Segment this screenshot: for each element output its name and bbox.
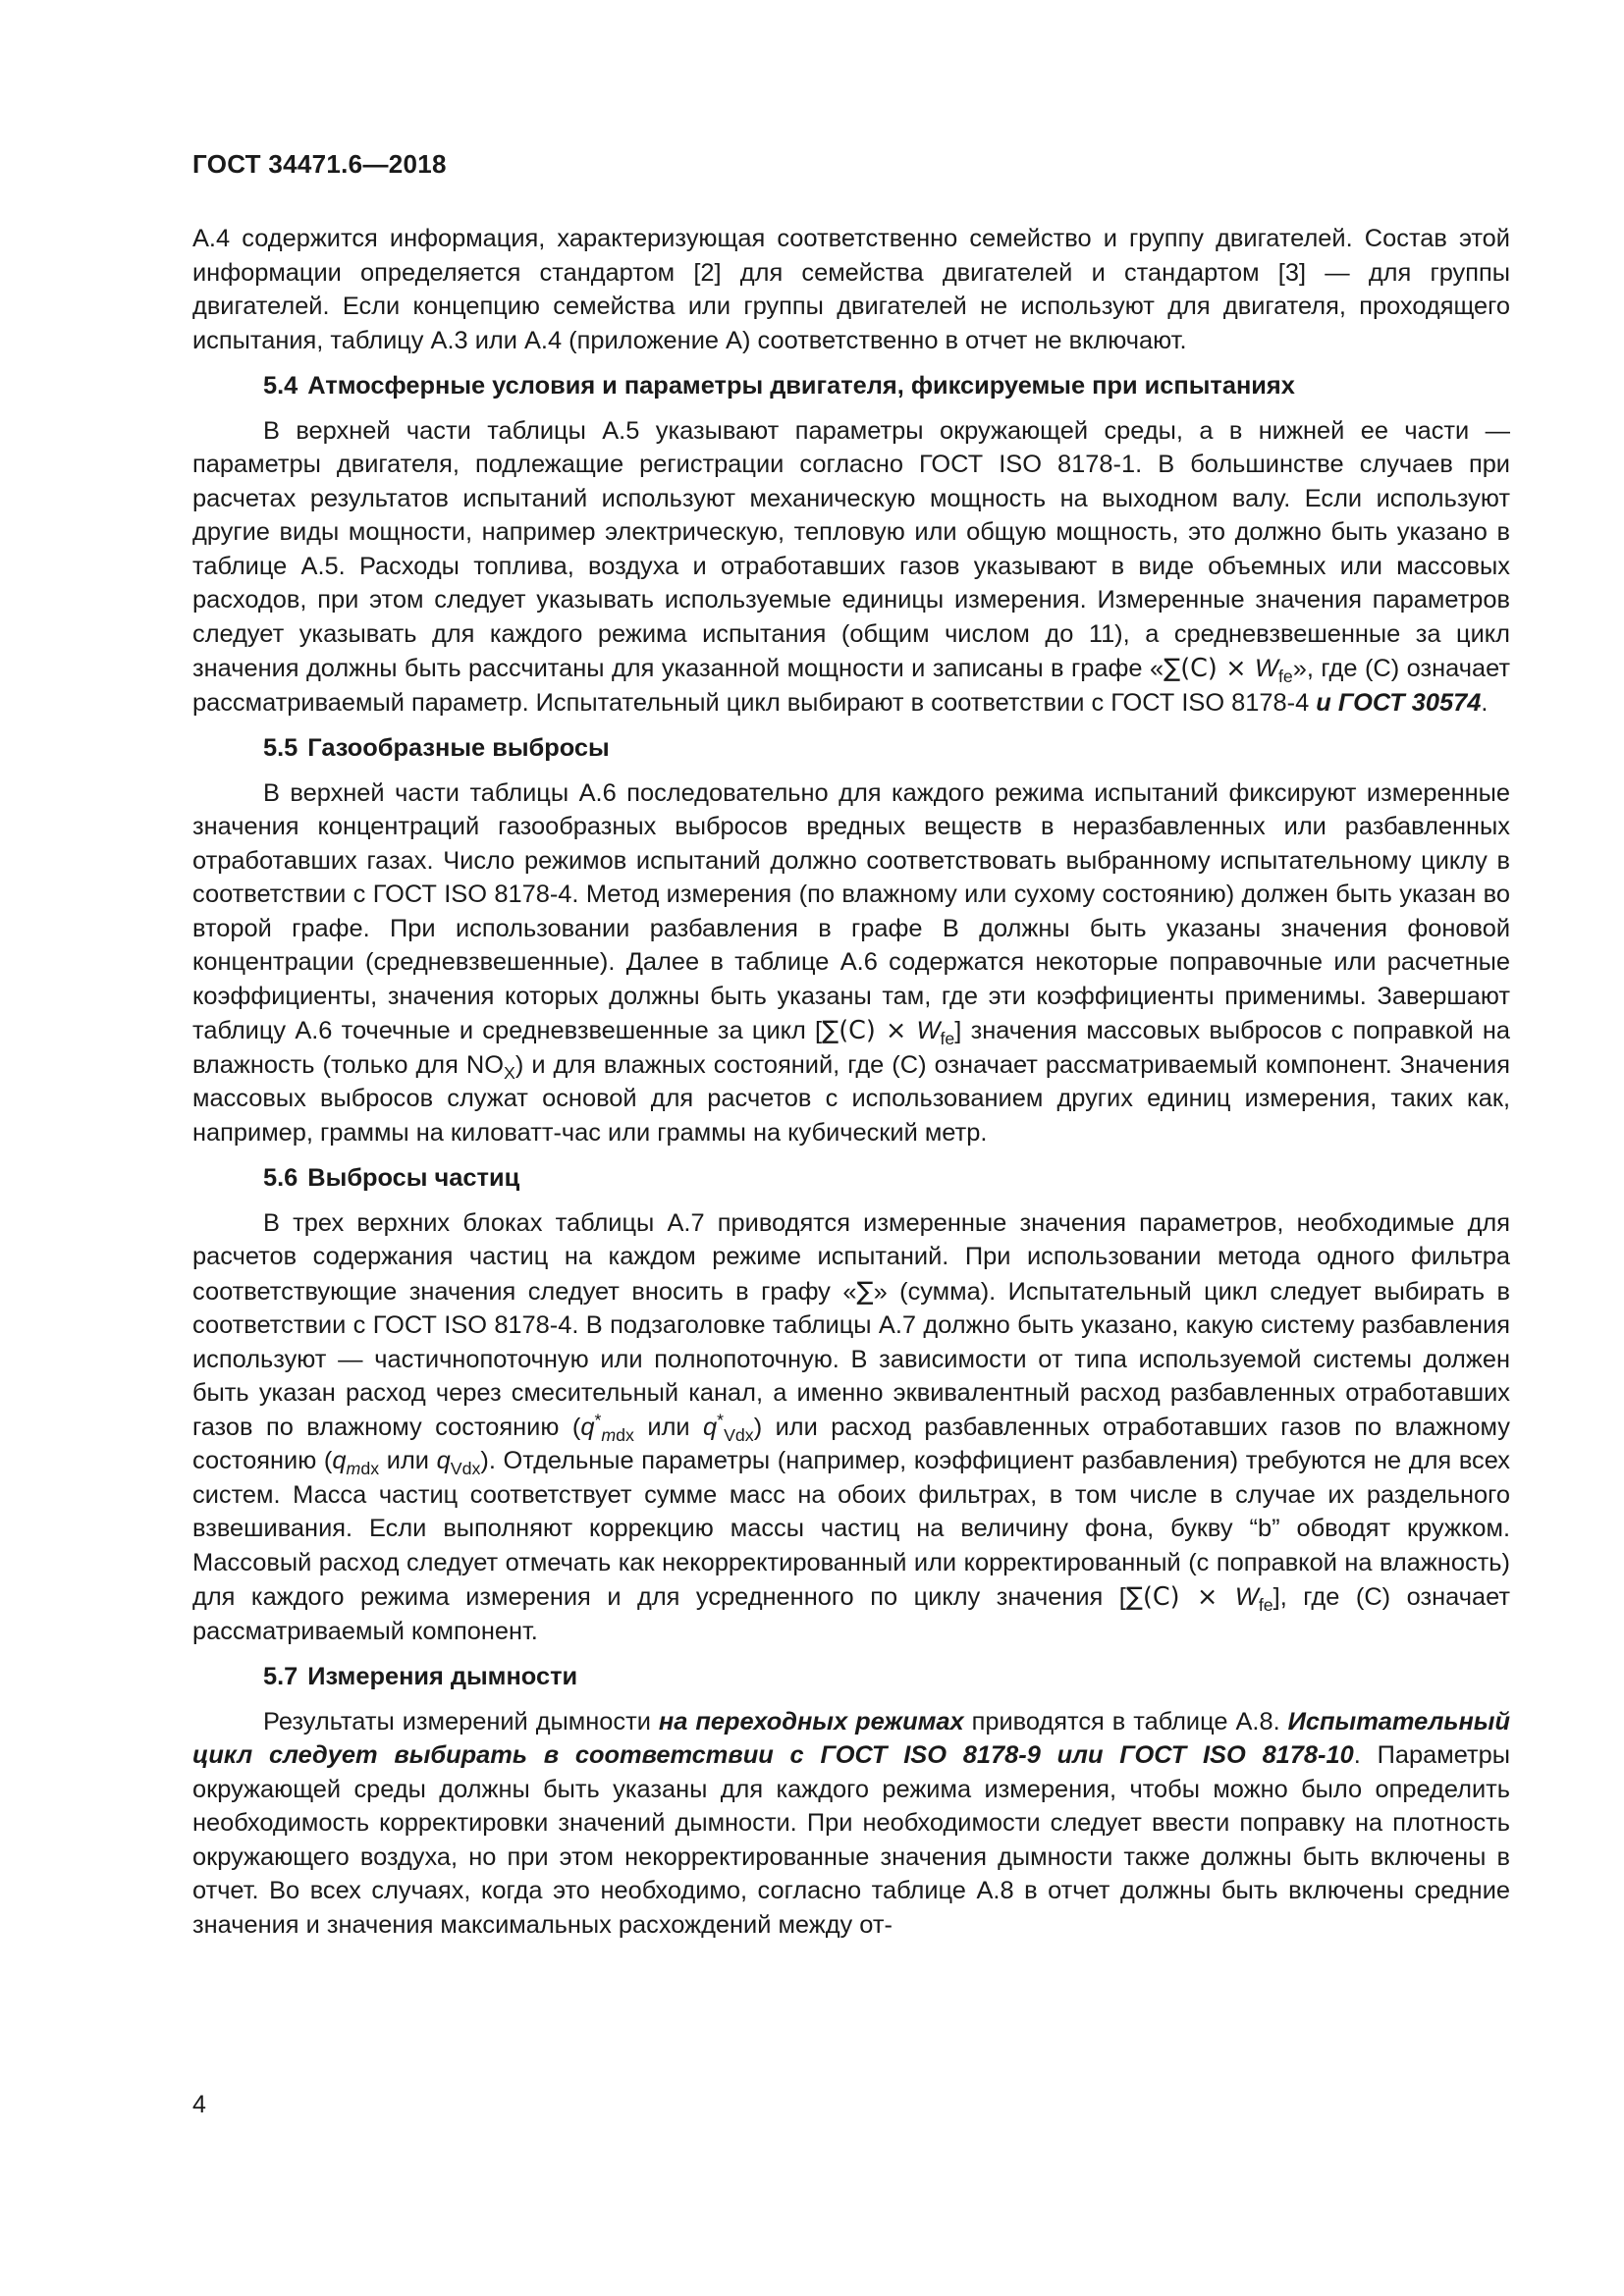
formula-subscript: fe (1277, 667, 1293, 687)
text-run: В верхней части таблицы А.6 последовательно для каждого режима испытаний фиксируют измеренные значения концентраций газообразных выбросов вредных веществ в неразбавленных или разбавленных отработавших газах. Число режимов испытаний должно соответствовать выбранному испытательному циклу в соответствии с ГОСТ ISO 8178-4. Метод измерения (по влажному или сухому состоянию) должен быть указан во второй графе. При использовании разбавления в графе В должны быть указаны значения фоновой концентрации (средневзвешенные). Далее в таблице А.6 содержатся некоторые поправочные или расчетные коэффициенты, значения которых должны быть указаны там, где эти коэффициенты применимы. Завершают таблицу А.6 точечные и средневзвешенные за цикл [ (192, 778, 1510, 1044)
section-title: Измерения дымности (307, 1663, 578, 1690)
section-number: 5.7 (263, 1663, 298, 1690)
subscript-text: dx (616, 1424, 634, 1445)
text-run: В трех верхних блоках таблицы А.7 приводятся измеренные значения параметров, необходимые для расчетов содержания частиц на каждом режиме испытаний. При использовании метода одного фильтра соответствующие значения следует вносить в графу « (192, 1208, 1510, 1306)
text-run: . Параметры окружающей среды должны быть указаны для каждого режима измерения, чтобы можно было определить необходимость корректировки значений дымности. При необходимости следует ввести поправку на плотность окружающего воздуха, но при этом некорректированные значения дымности также должны быть включены в отчет. Во всех случаях, когда это необходимо, согласно таблице А.8 в отчет должны быть включены средние значения и значения максимальных расхождений между от- (192, 1741, 1510, 1939)
section-5-7-paragraph (192, 1705, 1510, 1943)
sum-symbol: ∑ (856, 1275, 874, 1306)
text-run: » (сумма). Испытательный цикл следует выбирать в соответствии с ГОСТ ISO 8178-4. В подзаголовке таблицы А.7 должно быть указано, какую систему разбавления используют — частичнопоточную или полнопоточную. В зависимости от типа используемой системы должен быть указан расход через смесительный канал, а именно эквивалентный расход разбавленных отработавших газов по влажному состоянию ( (192, 1277, 1511, 1441)
page-number: 4 (192, 2091, 206, 2118)
q-subscript (601, 1425, 634, 1445)
section-5-4-heading (192, 369, 1510, 403)
q-subscript: Vdx (724, 1424, 754, 1445)
q-symbol: q (436, 1447, 451, 1474)
formula-w: W (916, 1017, 941, 1044)
text-run: », где (С) означает рассматриваемый параметр. Испытательный цикл выбирают в соответствии с ГОСТ ISO 8178-4 (192, 655, 1510, 717)
section-5-6-heading (192, 1161, 1510, 1196)
q-symbol: q (580, 1413, 595, 1441)
section-5-7-heading (192, 1660, 1510, 1694)
text-run: или (633, 1413, 704, 1441)
q-subscript (347, 1459, 380, 1478)
nox-subscript: X (503, 1062, 515, 1083)
q-star: * (594, 1410, 602, 1430)
standard-header: ГОСТ 34471.6—2018 (192, 149, 447, 179)
section-number: 5.5 (263, 734, 298, 762)
subscript-italic: m (346, 1459, 361, 1479)
section-number: 5.4 (263, 372, 298, 400)
formula-w: W (1255, 655, 1278, 682)
formula-subscript: fe (940, 1029, 955, 1049)
q-subscript: Vdx (450, 1459, 481, 1479)
formula-sum: ∑(C) × (1125, 1581, 1235, 1611)
section-5-5-paragraph (192, 776, 1510, 1150)
q-symbol: q (703, 1413, 718, 1441)
formula-w: W (1234, 1583, 1259, 1611)
q-symbol: q (332, 1447, 347, 1474)
text-run: ). Отдельные параметры (например, коэффициент разбавления) требуются не для всех систем. Масса частиц соответствует сумме масс на обоих фильтрах, в том числе в случае их раздельного взвешивания. Если выполняют коррекцию массы частиц на величину фона, букву “b” обводят кружком. Массовый расход следует отмечать как некорректированный или корректированный (с поправкой на влажность) для каждого режима измерения и для усредненного по циклу значения [ (192, 1447, 1511, 1611)
section-5-6-paragraph (192, 1206, 1510, 1649)
section-number: 5.6 (263, 1164, 298, 1192)
emphasis-text: и ГОСТ 30574 (1316, 688, 1482, 717)
intro-paragraph: А.4 содержится информация, характеризующая соответственно семейство и группу двигателей. Состав этой информации определяется стандартом [2] для семейства двигателей и стандартом [3] — для группы двигателей. Если концепцию семейства или группы двигателей не используют для двигателя, проходящего испытания, таблицу А.3 или А.4 (приложение А) соответственно в отчет не включают. (192, 225, 1510, 354)
section-5-4-paragraph (192, 414, 1510, 721)
page-content (192, 222, 1510, 1942)
emphasis-text: на переходных режимах (658, 1707, 964, 1735)
emphasis-text: Испытательный цикл следует выбирать в соответствии с ГОСТ ISO 8178-9 или ГОСТ ISO 8178-10 (192, 1707, 1510, 1769)
subscript-italic: m (601, 1424, 617, 1445)
text-run: ) или расход разбавленных отработавших газов по влажному состоянию ( (192, 1413, 1510, 1474)
text-run: ], где (С) означает рассматриваемый компонент. (192, 1583, 1510, 1645)
text-run: В верхней части таблицы А.5 указывают параметры окружающей среды, а в нижней ее части — параметры двигателя, подлежащие регистрации согласно ГОСТ ISO 8178-1. В большинстве случаев при расчетах результатов испытаний используют механическую мощность на выходном валу. Если используют другие виды мощности, например электрическую, тепловую или общую мощность, это должно быть указано в таблице А.5. Расходы топлива, воздуха и отработавших газов указывают в виде объемных или массовых расходов, при этом следует указывать используемые единицы измерения. Измеренные значения параметров следует указывать для каждого режима испытания (общим числом до 11), а средневзвешенные за цикл значения должны быть рассчитаны для указанной мощности и записаны в графе « (192, 416, 1510, 682)
section-5-5-heading (192, 731, 1510, 766)
formula-sum: ∑(C) × (1164, 653, 1255, 682)
section-title: Атмосферные условия и параметры двигателя, фиксируемые при испытаниях (307, 372, 1295, 400)
section-title: Выбросы частиц (307, 1164, 520, 1192)
text-run: или (379, 1447, 437, 1474)
text-run: . (1481, 688, 1489, 717)
q-star: * (717, 1410, 725, 1430)
section-title: Газообразные выбросы (307, 734, 610, 762)
text-run: ] значения массовых выбросов с поправкой на влажность (только для NO (192, 1017, 1510, 1079)
text-run: Результаты измерений дымности (263, 1707, 659, 1735)
formula-sum: ∑(C) × (822, 1015, 917, 1044)
formula-subscript: fe (1258, 1595, 1273, 1616)
subscript-text: dx (360, 1459, 380, 1479)
text-run: ) и для влажных состояний, где (С) означает рассматриваемый компонент. Значения массовых выбросов служат основой для расчетов с использованием других единиц измерения, таких как, например, граммы на киловатт-час или граммы на кубический метр. (192, 1050, 1510, 1147)
text-run: приводятся в таблице А.8. (963, 1707, 1288, 1735)
